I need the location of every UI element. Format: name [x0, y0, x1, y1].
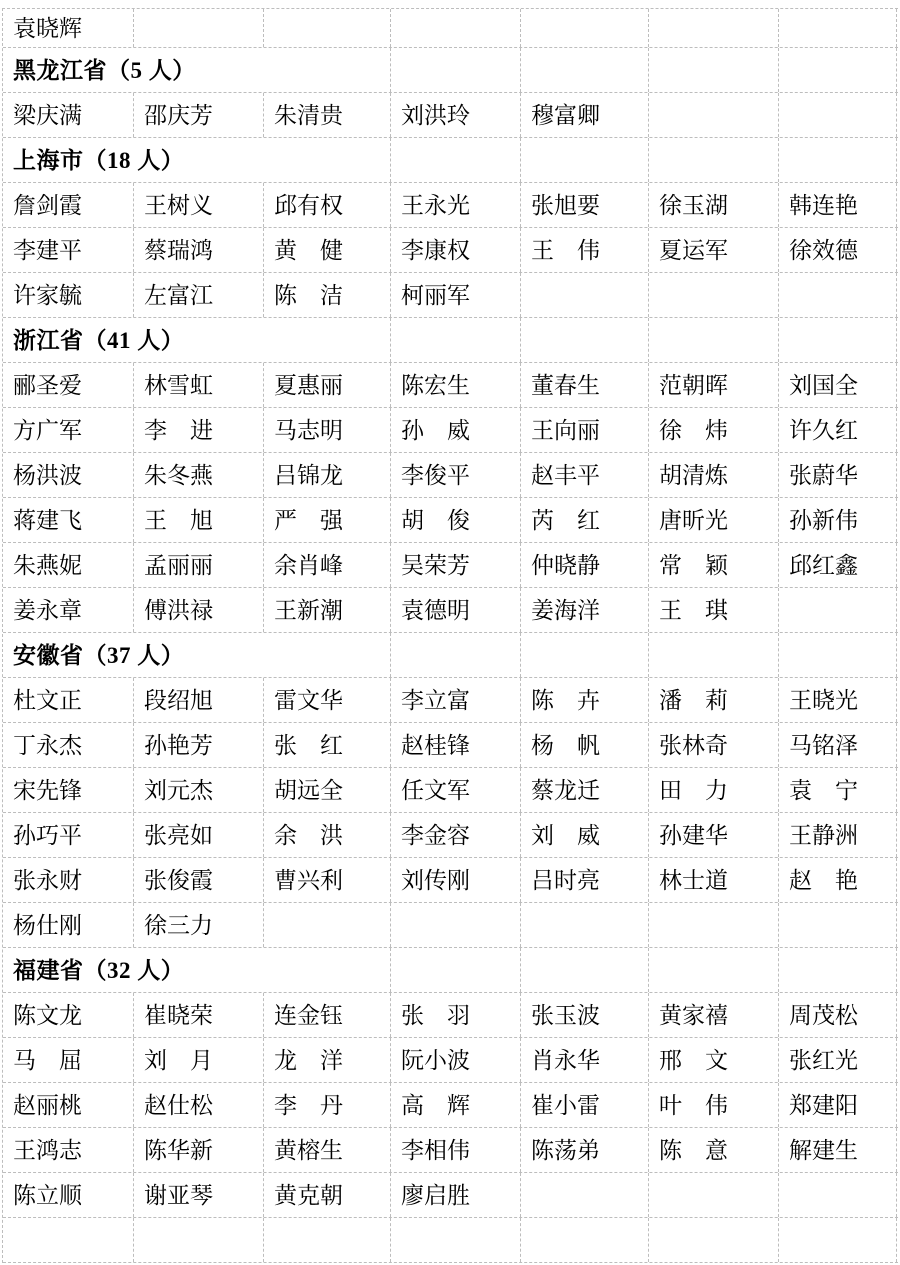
name-cell: 柯丽军	[391, 273, 521, 317]
empty-cell	[521, 9, 649, 47]
table-row	[3, 1173, 898, 1218]
name-cell: 余肖峰	[264, 543, 391, 587]
table-row	[3, 183, 898, 228]
empty-cell	[264, 903, 391, 947]
province-header-row	[3, 948, 898, 993]
name-cell: 余 洪	[264, 813, 391, 857]
names-table	[2, 8, 898, 1263]
name-cell: 吕时亮	[521, 858, 649, 902]
name-cell: 王鸿志	[3, 1128, 134, 1172]
name-cell: 邱红鑫	[779, 543, 897, 587]
table-row	[3, 768, 898, 813]
name-cell: 常 颖	[649, 543, 779, 587]
name-cell: 刘 月	[134, 1038, 264, 1082]
name-cell: 陈 洁	[264, 273, 391, 317]
name-cell: 孙 威	[391, 408, 521, 452]
empty-cell	[264, 1218, 391, 1262]
empty-cell	[521, 48, 649, 92]
name-cell: 徐效德	[779, 228, 897, 272]
empty-cell	[779, 633, 897, 677]
name-cell: 蒋建飞	[3, 498, 134, 542]
name-cell: 许久红	[779, 408, 897, 452]
name-cell: 王新潮	[264, 588, 391, 632]
name-cell: 严 强	[264, 498, 391, 542]
empty-cell	[779, 318, 897, 362]
empty-cell	[649, 273, 779, 317]
name-cell: 吕锦龙	[264, 453, 391, 497]
name-cell: 黄榕生	[264, 1128, 391, 1172]
table-row	[3, 9, 898, 48]
name-cell: 黄家禧	[649, 993, 779, 1037]
name-cell: 王静洲	[779, 813, 897, 857]
empty-cell	[649, 318, 779, 362]
name-cell: 任文军	[391, 768, 521, 812]
name-cell: 张红光	[779, 1038, 897, 1082]
empty-cell	[779, 48, 897, 92]
name-cell: 王 琪	[649, 588, 779, 632]
name-cell: 陈 卉	[521, 678, 649, 722]
name-cell: 张永财	[3, 858, 134, 902]
empty-cell	[779, 948, 897, 992]
name-cell: 唐昕光	[649, 498, 779, 542]
empty-cell	[521, 633, 649, 677]
name-cell: 马 屈	[3, 1038, 134, 1082]
name-cell: 蔡龙迁	[521, 768, 649, 812]
name-cell: 韩连艳	[779, 183, 897, 227]
name-cell: 刘国全	[779, 363, 897, 407]
name-cell: 刘 威	[521, 813, 649, 857]
name-cell: 张旭要	[521, 183, 649, 227]
name-cell: 林雪虹	[134, 363, 264, 407]
table-row	[3, 723, 898, 768]
name-cell: 王永光	[391, 183, 521, 227]
table-row	[3, 993, 898, 1038]
name-cell: 解建生	[779, 1128, 897, 1172]
name-cell: 张 红	[264, 723, 391, 767]
name-cell: 崔小雷	[521, 1083, 649, 1127]
name-cell: 芮 红	[521, 498, 649, 542]
empty-cell	[779, 273, 897, 317]
name-cell: 孙新伟	[779, 498, 897, 542]
name-cell: 林士道	[649, 858, 779, 902]
name-cell: 朱冬燕	[134, 453, 264, 497]
name-cell: 龙 洋	[264, 1038, 391, 1082]
name-cell: 曹兴利	[264, 858, 391, 902]
name-cell: 仲晓静	[521, 543, 649, 587]
name-cell: 邱有权	[264, 183, 391, 227]
empty-cell	[391, 948, 521, 992]
name-cell: 范朝晖	[649, 363, 779, 407]
name-cell: 杜文正	[3, 678, 134, 722]
table-row	[3, 228, 898, 273]
name-cell: 杨 帆	[521, 723, 649, 767]
empty-cell	[779, 1173, 897, 1217]
table-row	[3, 93, 898, 138]
name-cell: 胡 俊	[391, 498, 521, 542]
table-row	[3, 903, 898, 948]
name-cell: 吴荣芳	[391, 543, 521, 587]
province-header-row	[3, 633, 898, 678]
name-cell: 赵丽桃	[3, 1083, 134, 1127]
province-header-row	[3, 138, 898, 183]
empty-cell	[779, 138, 897, 182]
name-cell: 陈华新	[134, 1128, 264, 1172]
empty-cell	[649, 1173, 779, 1217]
name-cell: 丁永杰	[3, 723, 134, 767]
province-header: 福建省（32 人）	[3, 948, 391, 992]
empty-cell	[264, 9, 391, 47]
empty-cell	[649, 138, 779, 182]
empty-cell	[649, 9, 779, 47]
name-cell: 李建平	[3, 228, 134, 272]
name-cell: 许家毓	[3, 273, 134, 317]
name-cell: 刘传刚	[391, 858, 521, 902]
name-cell: 陈立顺	[3, 1173, 134, 1217]
name-cell: 夏惠丽	[264, 363, 391, 407]
table-row	[3, 678, 898, 723]
name-cell: 袁德明	[391, 588, 521, 632]
empty-cell	[649, 48, 779, 92]
name-cell: 肖永华	[521, 1038, 649, 1082]
empty-cell	[521, 903, 649, 947]
name-cell: 陈宏生	[391, 363, 521, 407]
name-cell: 刘洪玲	[391, 93, 521, 137]
name-cell: 朱燕妮	[3, 543, 134, 587]
empty-cell	[521, 273, 649, 317]
name-cell: 詹剑霞	[3, 183, 134, 227]
table-row	[3, 813, 898, 858]
empty-cell	[391, 318, 521, 362]
name-cell: 孙建华	[649, 813, 779, 857]
empty-cell	[391, 903, 521, 947]
name-cell: 赵桂锋	[391, 723, 521, 767]
empty-cell	[779, 903, 897, 947]
name-cell: 董春生	[521, 363, 649, 407]
name-cell: 朱清贵	[264, 93, 391, 137]
table-row	[3, 273, 898, 318]
name-cell: 徐 炜	[649, 408, 779, 452]
province-header: 浙江省（41 人）	[3, 318, 391, 362]
province-header: 上海市（18 人）	[3, 138, 391, 182]
name-cell: 李 进	[134, 408, 264, 452]
name-cell: 雷文华	[264, 678, 391, 722]
table-row	[3, 408, 898, 453]
province-header-row	[3, 318, 898, 363]
empty-cell	[521, 1218, 649, 1262]
name-cell: 黄 健	[264, 228, 391, 272]
name-cell: 姜永章	[3, 588, 134, 632]
name-cell: 张林奇	[649, 723, 779, 767]
table-row	[3, 543, 898, 588]
name-cell: 赵 艳	[779, 858, 897, 902]
province-header: 安徽省（37 人）	[3, 633, 391, 677]
empty-cell	[391, 1218, 521, 1262]
name-cell: 李 丹	[264, 1083, 391, 1127]
table-row	[3, 588, 898, 633]
empty-cell	[779, 93, 897, 137]
empty-cell	[649, 948, 779, 992]
empty-cell	[649, 903, 779, 947]
table-row	[3, 498, 898, 543]
name-cell: 郑建阳	[779, 1083, 897, 1127]
empty-cell	[649, 633, 779, 677]
name-cell: 孟丽丽	[134, 543, 264, 587]
name-cell: 徐玉湖	[649, 183, 779, 227]
empty-cell	[391, 138, 521, 182]
table-row	[3, 363, 898, 408]
name-cell: 张玉波	[521, 993, 649, 1037]
empty-cell	[391, 633, 521, 677]
name-cell: 傅洪禄	[134, 588, 264, 632]
name-cell: 徐三力	[134, 903, 264, 947]
name-cell: 刘元杰	[134, 768, 264, 812]
name-cell: 张蔚华	[779, 453, 897, 497]
name-cell: 方广军	[3, 408, 134, 452]
empty-cell	[521, 138, 649, 182]
empty-cell	[134, 9, 264, 47]
name-cell: 陈荡弟	[521, 1128, 649, 1172]
name-cell: 王 伟	[521, 228, 649, 272]
name-cell: 袁 宁	[779, 768, 897, 812]
name-cell: 张俊霞	[134, 858, 264, 902]
name-cell: 杨仕刚	[3, 903, 134, 947]
name-cell: 连金钰	[264, 993, 391, 1037]
name-cell: 左富江	[134, 273, 264, 317]
name-cell: 张 羽	[391, 993, 521, 1037]
name-cell: 郦圣爱	[3, 363, 134, 407]
name-cell: 孙巧平	[3, 813, 134, 857]
name-cell: 谢亚琴	[134, 1173, 264, 1217]
province-header-row	[3, 48, 898, 93]
table-row	[3, 858, 898, 903]
name-cell: 王向丽	[521, 408, 649, 452]
name-cell: 夏运军	[649, 228, 779, 272]
name-cell: 陈 意	[649, 1128, 779, 1172]
name-cell: 阮小波	[391, 1038, 521, 1082]
name-cell: 黄克朝	[264, 1173, 391, 1217]
name-cell: 崔晓荣	[134, 993, 264, 1037]
name-cell: 李俊平	[391, 453, 521, 497]
name-cell: 周茂松	[779, 993, 897, 1037]
province-header: 黑龙江省（5 人）	[3, 48, 391, 92]
empty-cell	[134, 1218, 264, 1262]
name-cell: 邢 文	[649, 1038, 779, 1082]
name-cell: 马铭泽	[779, 723, 897, 767]
name-cell: 胡清炼	[649, 453, 779, 497]
name-cell: 高 辉	[391, 1083, 521, 1127]
name-cell: 穆富卿	[521, 93, 649, 137]
name-cell: 田 力	[649, 768, 779, 812]
table-row	[3, 453, 898, 498]
empty-cell	[649, 1218, 779, 1262]
empty-cell	[391, 9, 521, 47]
name-cell: 赵仕松	[134, 1083, 264, 1127]
table-row	[3, 1038, 898, 1083]
empty-cell	[521, 1173, 649, 1217]
name-cell: 姜海洋	[521, 588, 649, 632]
name-cell: 杨洪波	[3, 453, 134, 497]
name-cell: 梁庆满	[3, 93, 134, 137]
name-cell: 蔡瑞鸿	[134, 228, 264, 272]
empty-cell	[521, 948, 649, 992]
name-cell: 廖启胜	[391, 1173, 521, 1217]
name-cell: 李立富	[391, 678, 521, 722]
empty-cell	[779, 9, 897, 47]
empty-cell	[521, 318, 649, 362]
name-cell: 邵庆芳	[134, 93, 264, 137]
name-cell: 李金容	[391, 813, 521, 857]
table-row	[3, 1218, 898, 1263]
name-cell: 袁晓辉	[3, 9, 134, 47]
name-cell: 叶 伟	[649, 1083, 779, 1127]
name-cell: 王树义	[134, 183, 264, 227]
table-row	[3, 1128, 898, 1173]
name-cell: 王 旭	[134, 498, 264, 542]
empty-cell	[779, 588, 897, 632]
name-cell: 胡远全	[264, 768, 391, 812]
name-cell: 王晓光	[779, 678, 897, 722]
name-cell: 陈文龙	[3, 993, 134, 1037]
table-row	[3, 1083, 898, 1128]
name-cell: 李相伟	[391, 1128, 521, 1172]
name-cell: 段绍旭	[134, 678, 264, 722]
name-cell: 潘 莉	[649, 678, 779, 722]
empty-cell	[779, 1218, 897, 1262]
empty-cell	[649, 93, 779, 137]
name-cell: 宋先锋	[3, 768, 134, 812]
name-cell: 马志明	[264, 408, 391, 452]
empty-cell	[3, 1218, 134, 1262]
name-cell: 张亮如	[134, 813, 264, 857]
name-cell: 孙艳芳	[134, 723, 264, 767]
name-cell: 李康权	[391, 228, 521, 272]
empty-cell	[391, 48, 521, 92]
name-cell: 赵丰平	[521, 453, 649, 497]
